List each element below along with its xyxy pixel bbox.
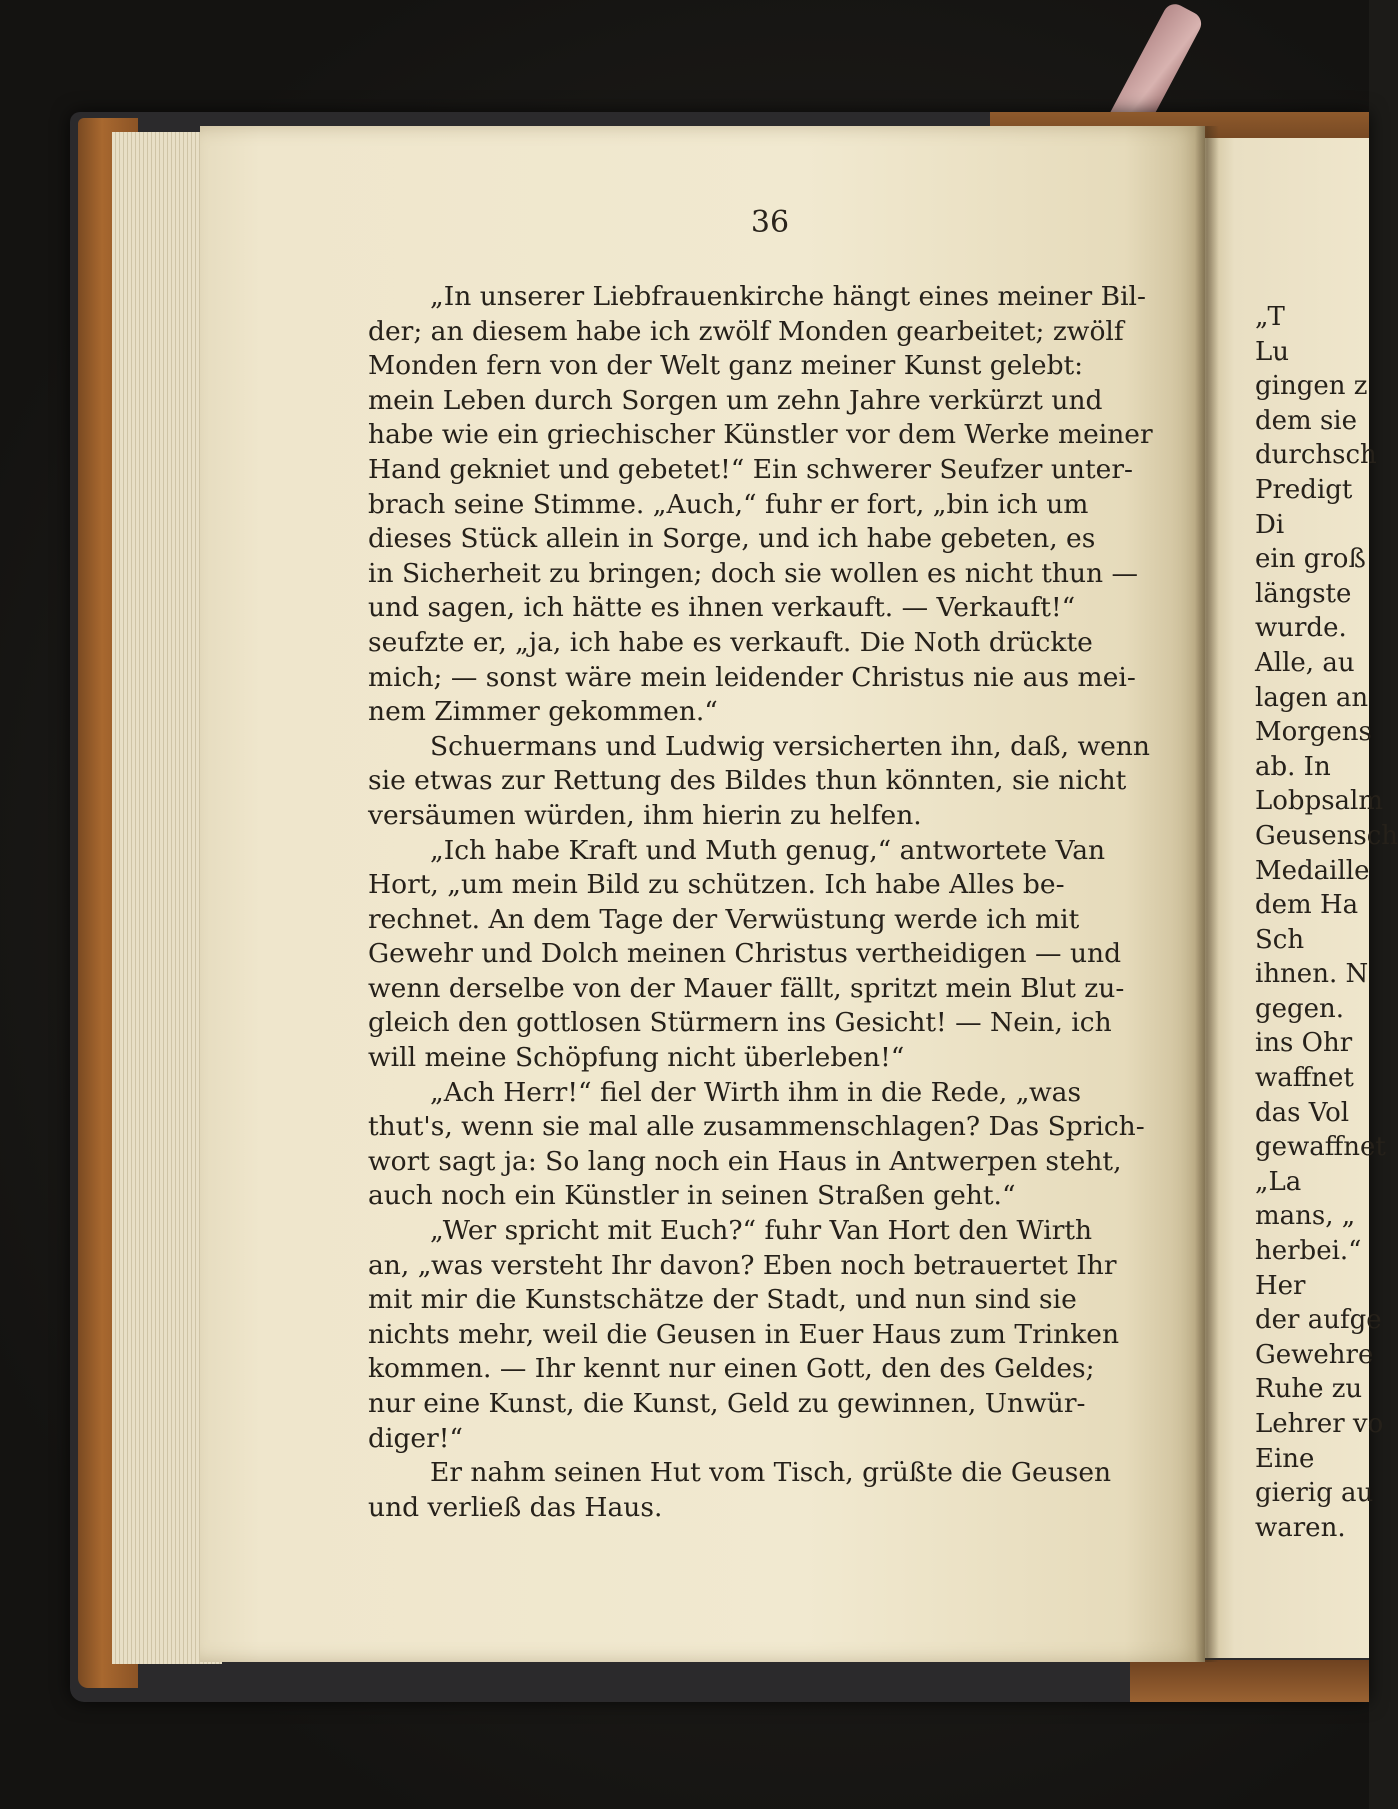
leather-corner-bottom bbox=[1130, 1660, 1369, 1702]
text-line: wenn derselbe von der Mauer fällt, spritzt mein Blut zu- bbox=[368, 972, 1125, 1004]
text-line: Monden fern von der Welt ganz meiner Kunst gelebt: bbox=[368, 350, 1084, 382]
text-line: mein Leben durch Sorgen um zehn Jahre verkürzt und bbox=[368, 384, 1103, 416]
right-page-text-fragment bbox=[1255, 300, 1398, 1545]
text-line: thut's, wenn sie mal alle zusammenschlagen? Das Sprich- bbox=[368, 1111, 1145, 1143]
text-line: Schuermans und Ludwig versicherten ihn, daß, wenn bbox=[430, 730, 1150, 762]
text-line: wort sagt ja: So lang noch ein Haus in Antwerpen steht, bbox=[368, 1145, 1122, 1177]
text-line: wurde. bbox=[1255, 613, 1347, 644]
text-line: Hand gekniet und gebetet!“ Ein schwerer Seufzer unter- bbox=[368, 453, 1133, 485]
text-line: „In unserer Liebfrauenkirche hängt eines meiner Bil- bbox=[430, 281, 1146, 312]
text-line: Alle, au bbox=[1255, 647, 1355, 678]
text-line: „Ach Herr!“ fiel der Wirth ihm in die Rede, „was bbox=[430, 1076, 1082, 1108]
text-line: seufzte er, „ja, ich habe es verkauft. Die Noth drückte bbox=[368, 626, 1093, 658]
text-line: brach seine Stimme. „Auch,“ fuhr er fort, „bin ich um bbox=[368, 488, 1089, 520]
text-line: das Vol bbox=[1255, 1097, 1350, 1128]
text-line: und sagen, ich hätte es ihnen verkauft. — Verkauft!“ bbox=[368, 592, 1076, 624]
text-line: und verließ das Haus. bbox=[368, 1491, 663, 1523]
text-line: ihnen. N bbox=[1255, 959, 1369, 990]
text-line: Morgens bbox=[1255, 717, 1372, 748]
text-line: ins Ohr bbox=[1255, 1028, 1353, 1059]
text-line: Eine bbox=[1255, 1443, 1315, 1474]
text-line: der aufge bbox=[1255, 1305, 1382, 1336]
text-line: Gewehr und Dolch meinen Christus vertheidigen — und bbox=[368, 938, 1122, 970]
text-line: „T bbox=[1255, 302, 1285, 332]
text-line: versäumen würden, ihm hierin zu helfen. bbox=[368, 799, 922, 831]
text-line: waren. bbox=[1255, 1512, 1346, 1543]
text-line: kommen. — Ihr kennt nur einen Gott, den des Geldes; bbox=[368, 1353, 1095, 1385]
text-line: gegen. bbox=[1255, 993, 1345, 1024]
text-line: Geusensch bbox=[1255, 820, 1398, 851]
text-line: will meine Schöpfung nicht überleben!“ bbox=[368, 1042, 905, 1074]
text-line: dieses Stück allein in Sorge, und ich habe gebeten, es bbox=[368, 523, 1096, 555]
text-line: ab. In bbox=[1255, 751, 1331, 782]
text-line: „Wer spricht mit Euch?“ fuhr Van Hort den Wirth bbox=[430, 1215, 1093, 1247]
text-line: „La bbox=[1255, 1166, 1302, 1197]
text-line: dem Ha bbox=[1255, 890, 1359, 921]
text-line: diger!“ bbox=[368, 1422, 463, 1454]
text-line: gleich den gottlosen Stürmern ins Gesicht! — Nein, ich bbox=[368, 1007, 1112, 1039]
text-line: nichts mehr, weil die Geusen in Euer Haus zum Trinken bbox=[368, 1318, 1120, 1350]
text-line: mans, „ bbox=[1255, 1201, 1356, 1232]
text-line: waffnet bbox=[1255, 1063, 1354, 1094]
text-line: der; an diesem habe ich zwölf Monden gearbeitet; zwölf bbox=[368, 315, 1124, 347]
text-line: durchsch bbox=[1255, 440, 1377, 471]
left-page-text bbox=[368, 280, 1180, 1525]
text-line: rechnet. An dem Tage der Verwüstung werde ich mit bbox=[368, 903, 1080, 935]
text-line: herbei.“ bbox=[1255, 1236, 1362, 1267]
text-line: gewaffnet bbox=[1255, 1132, 1386, 1163]
text-line: mit mir die Kunstschätze der Stadt, und nun sind sie bbox=[368, 1284, 1077, 1316]
text-line: auch noch ein Künstler in seinen Straßen geht.“ bbox=[368, 1180, 1016, 1212]
text-line: in Sicherheit zu bringen; doch sie wollen es nicht thun — bbox=[368, 557, 1139, 589]
text-line: Ruhe zu bbox=[1255, 1374, 1363, 1405]
text-line: „Ich habe Kraft und Muth genug,“ antwortete Van bbox=[430, 834, 1106, 866]
text-line: ein groß bbox=[1255, 544, 1366, 575]
text-line: gierig au bbox=[1255, 1478, 1374, 1509]
text-line: Predigt bbox=[1255, 474, 1353, 505]
text-line: Her bbox=[1255, 1270, 1306, 1301]
text-line: sie etwas zur Rettung des Bildes thun könnten, sie nicht bbox=[368, 765, 1127, 797]
text-line: habe wie ein griechischer Künstler vor dem Werke meiner bbox=[368, 419, 1153, 451]
text-line: lagen an bbox=[1255, 682, 1369, 713]
gutter-shadow bbox=[1195, 126, 1219, 1662]
text-line: Lobpsalm bbox=[1255, 786, 1384, 817]
text-line: längste bbox=[1255, 578, 1352, 609]
text-line: Di bbox=[1255, 509, 1285, 540]
text-line: mich; — sonst wäre mein leidender Christus nie aus mei- bbox=[368, 661, 1136, 693]
text-line: Hort, „um mein Bild zu schützen. Ich habe Alles be- bbox=[368, 869, 1065, 901]
text-line: Lehrer vo bbox=[1255, 1409, 1384, 1439]
text-line: an, „was versteht Ihr davon? Eben noch betrauertet Ihr bbox=[368, 1249, 1117, 1281]
text-line: gingen z bbox=[1255, 371, 1368, 402]
text-line: Lu bbox=[1255, 336, 1290, 367]
text-line: nem Zimmer gekommen.“ bbox=[368, 696, 718, 728]
page-number: 36 bbox=[750, 205, 790, 240]
text-line: Er nahm seinen Hut vom Tisch, grüßte die Geusen bbox=[430, 1457, 1112, 1489]
text-line: Gewehre bbox=[1255, 1339, 1374, 1370]
text-line: Sch bbox=[1255, 924, 1305, 955]
text-line: nur eine Kunst, die Kunst, Geld zu gewinnen, Unwür- bbox=[368, 1388, 1086, 1419]
text-line: dem sie bbox=[1255, 405, 1357, 436]
text-line: Medaille bbox=[1255, 855, 1370, 886]
